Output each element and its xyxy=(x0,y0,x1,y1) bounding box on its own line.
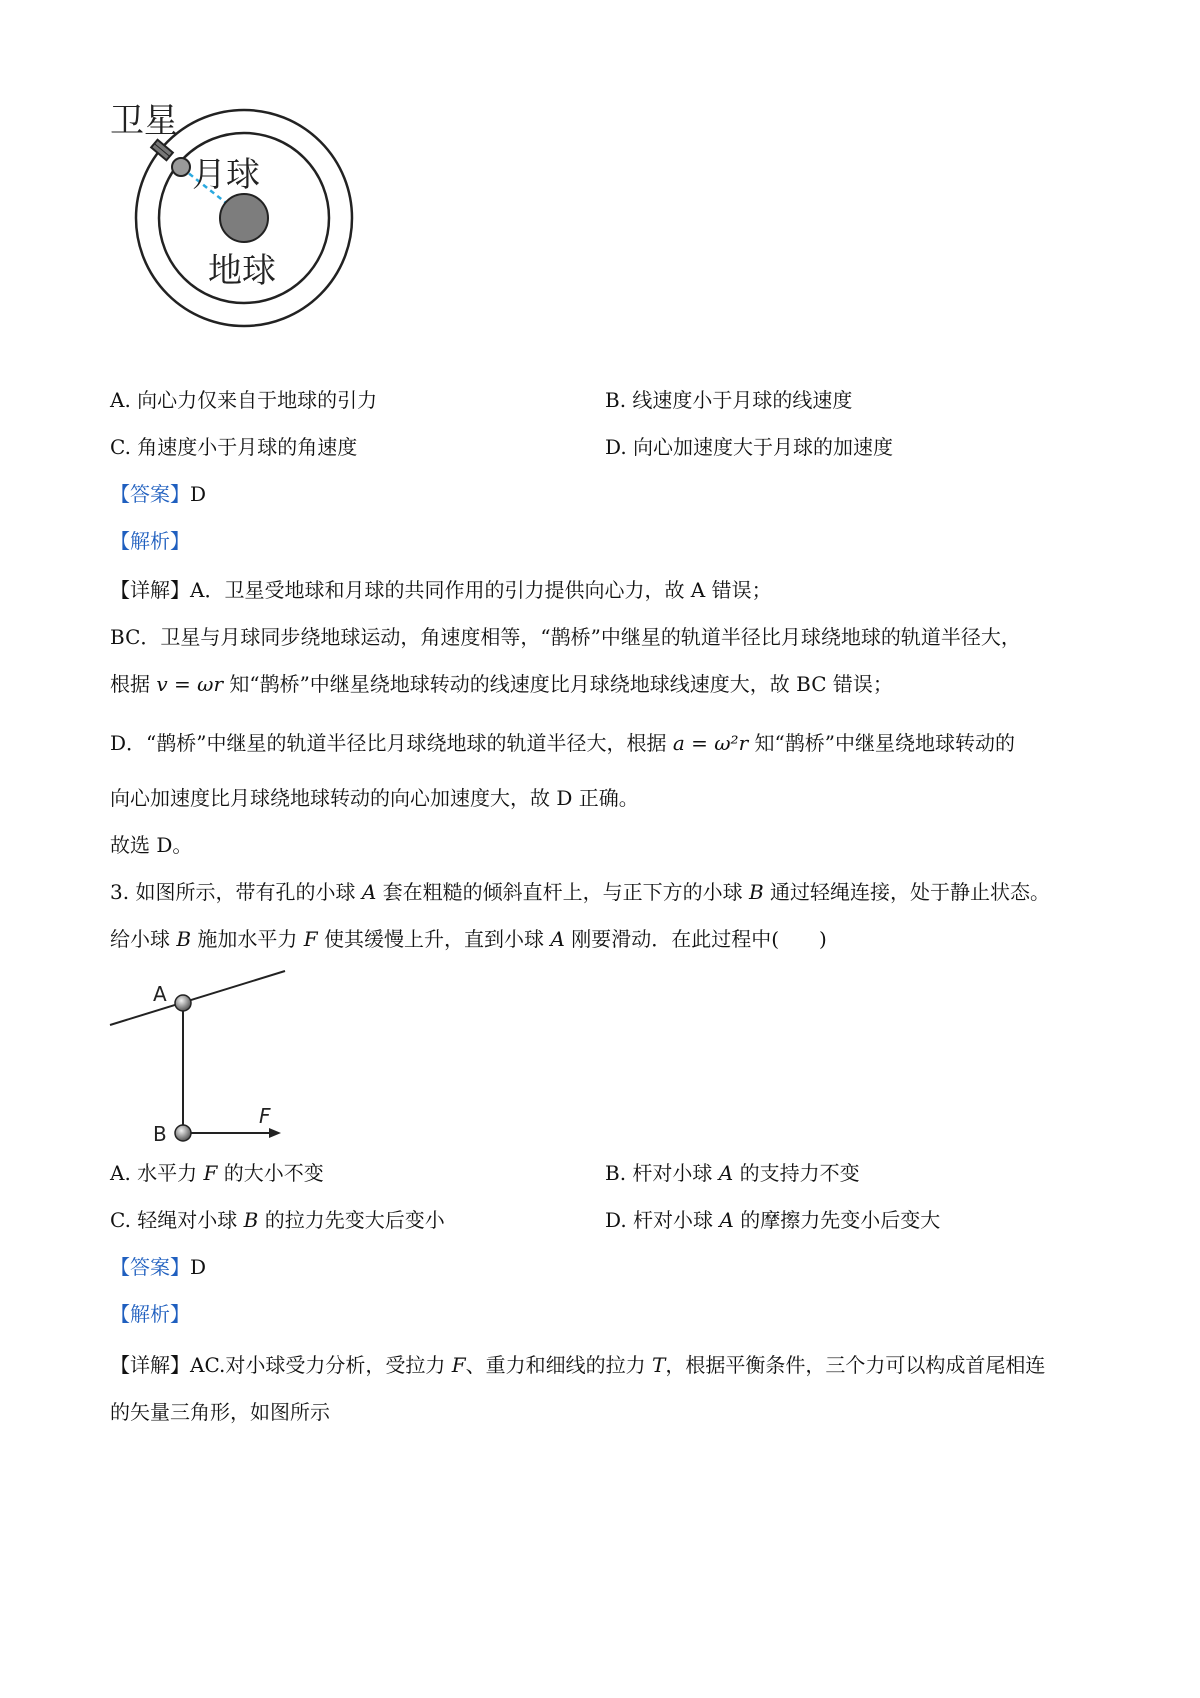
q3-analysis: 【解析】 xyxy=(110,1302,190,1326)
q2-analysis xyxy=(110,526,190,556)
moon-label: 月球 xyxy=(192,155,260,195)
earth-label: 地球 xyxy=(208,251,276,291)
q2-detail-line-5: 向心加速度比月球绕地球转动的向心加速度大，故 D 正确。 xyxy=(110,786,639,810)
q2-detail-line-4: D．“鹊桥”中继星的轨道半径比月球绕地球的轨道半径大，根据 a = ω²r 知“鹊桥”中继星绕地球转动的 xyxy=(110,731,1015,755)
rod-ball-figure xyxy=(105,965,305,1150)
answer-value: D xyxy=(190,482,207,506)
ball-a xyxy=(175,995,191,1011)
detail-tag: 【详解】 xyxy=(110,578,190,602)
label-a: A xyxy=(153,982,167,1006)
satellite-label: 卫星 xyxy=(110,101,178,141)
force-arrow-head xyxy=(269,1128,281,1138)
q3-option-d: D. 杆对小球 A 的摩擦力先变小后变大 xyxy=(605,1208,941,1232)
q2-detail-line-2: BC．卫星与月球同步绕地球运动，角速度相等，“鹊桥”中继星的轨道半径比月球绕地球的轨道半径大， xyxy=(110,625,1021,649)
moon-circle xyxy=(172,158,190,176)
analysis-tag: 【解析】 xyxy=(110,529,190,553)
q3-detail-line-1: 【详解】AC.对小球受力分析，受拉力 F、重力和细线的拉力 T，根据平衡条件，三个力可以构成首尾相连 xyxy=(110,1353,1046,1377)
q3-stem-line-1: 3. 如图所示，带有孔的小球 A 套在粗糙的倾斜直杆上，与正下方的小球 B 通过轻绳连接，处于静止状态。 xyxy=(110,880,1051,904)
q3-option-c: C. 轻绳对小球 B 的拉力先变大后变小 xyxy=(110,1208,445,1232)
q2-detail-line-1: 【详解】A．卫星受地球和月球的共同作用的引力提供向心力，故 A 错误； xyxy=(110,578,772,602)
q2-option-a: A. 向心力仅来自于地球的引力 xyxy=(110,388,378,412)
q2-option-b: B. 线速度小于月球的线速度 xyxy=(605,388,853,412)
q3-option-b: B. 杆对小球 A 的支持力不变 xyxy=(605,1161,860,1185)
q2-option-d: D. 向心加速度大于月球的加速度 xyxy=(605,435,894,459)
inclined-rod xyxy=(110,971,285,1025)
earth-circle xyxy=(220,194,268,242)
q3-answer: 【答案】D xyxy=(110,1255,207,1279)
q2-option-c: C. 角速度小于月球的角速度 xyxy=(110,435,358,459)
label-f: F xyxy=(259,1104,271,1128)
label-b: B xyxy=(153,1122,167,1146)
q3-detail-line-2: 的矢量三角形，如图所示 xyxy=(110,1400,330,1424)
q2-detail-line-3: 根据 v = ωr 知“鹊桥”中继星绕地球转动的线速度比月球绕地球线速度大，故 BC 错误； xyxy=(110,672,893,696)
orbit-figure xyxy=(100,90,400,350)
answer-tag: 【答案】 xyxy=(110,482,190,506)
formula-a-omega2-r: a = ω²r xyxy=(672,731,749,755)
formula-v-omega-r: v = ωr xyxy=(156,672,223,696)
q3-option-a: A. 水平力 F 的大小不变 xyxy=(110,1161,324,1185)
q3-stem-line-2: 给小球 B 施加水平力 F 使其缓慢上升，直到小球 A 刚要滑动．在此过程中( ) xyxy=(110,927,827,951)
q2-answer xyxy=(110,479,206,509)
ball-b xyxy=(175,1125,191,1141)
q2-conclusion: 故选 D。 xyxy=(110,833,193,857)
